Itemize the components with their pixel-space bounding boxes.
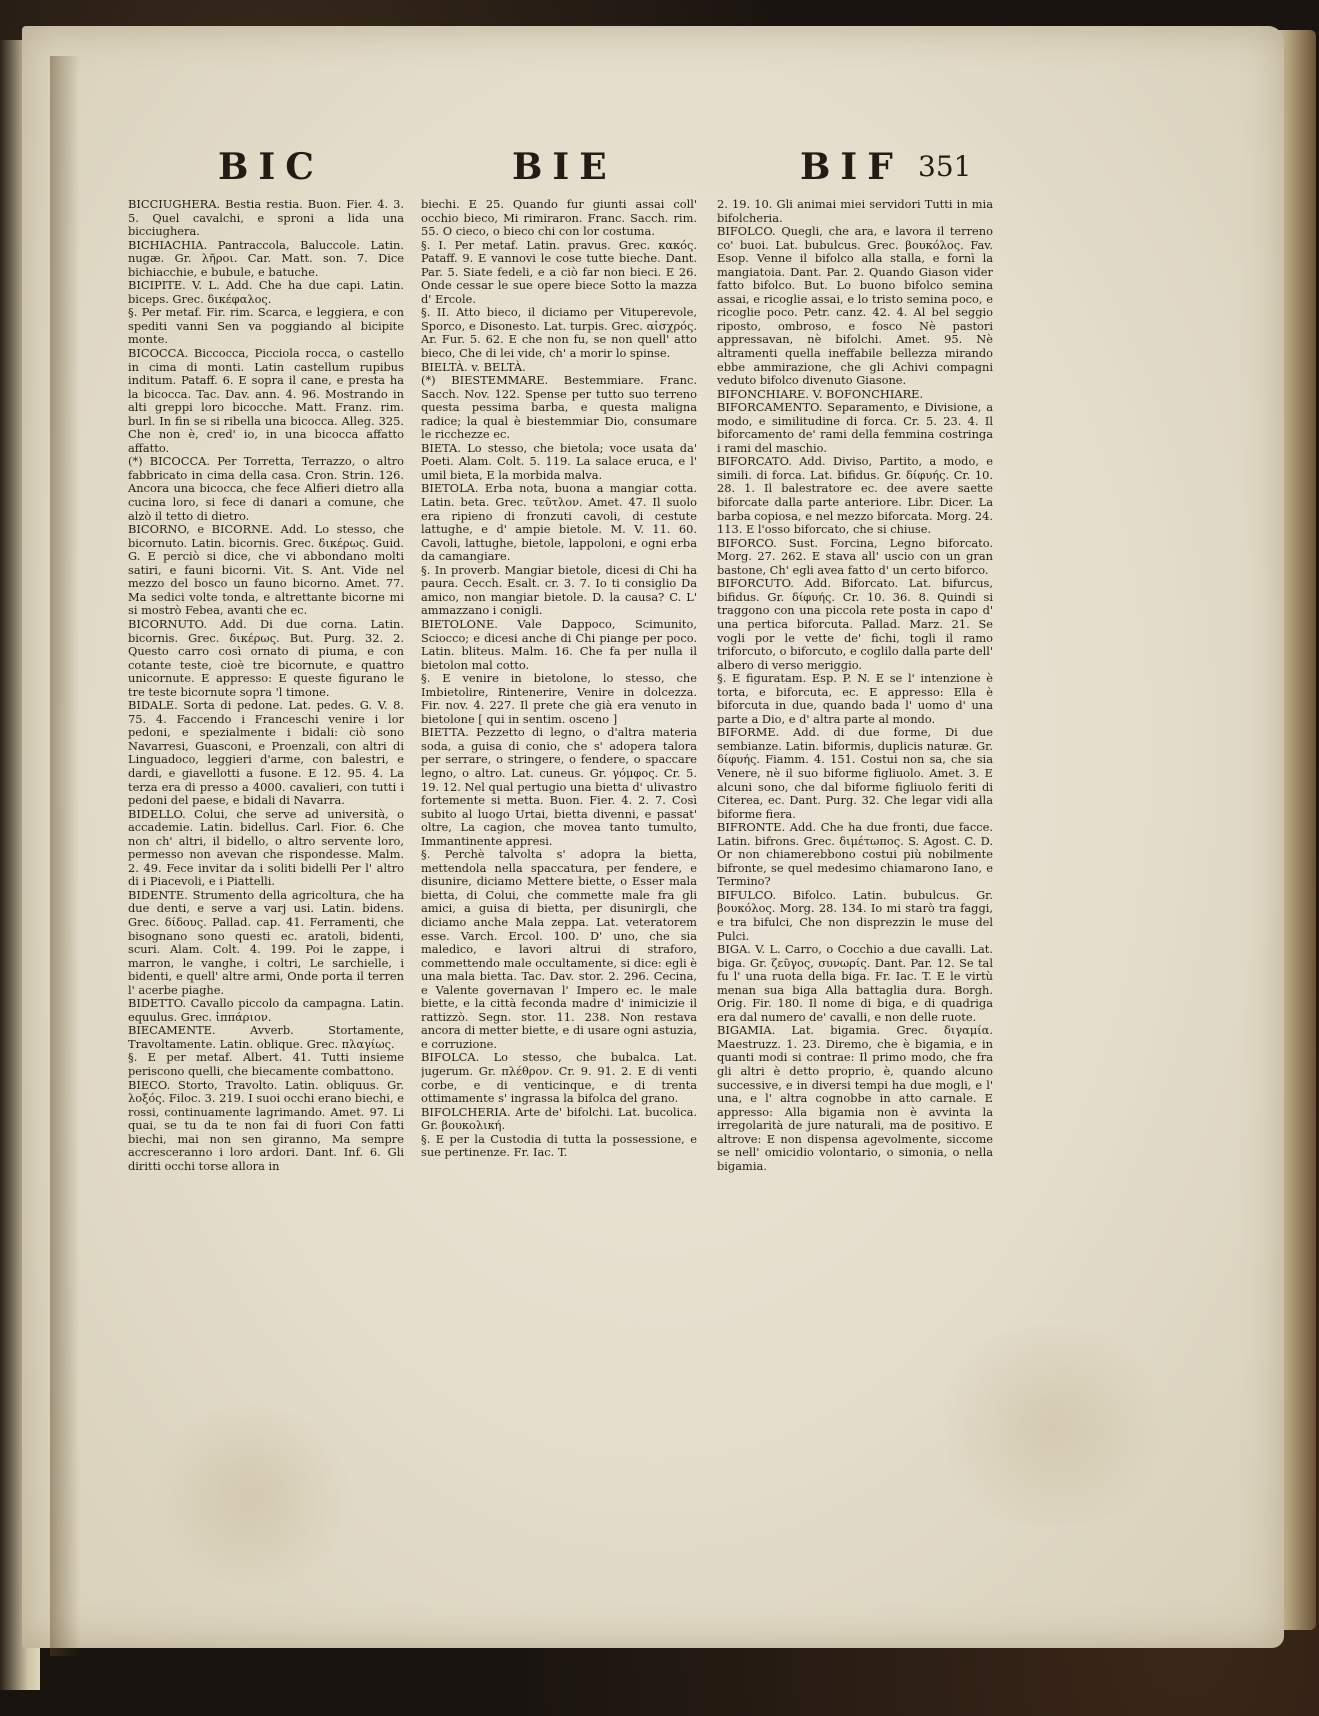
dictionary-entry: BICHIACHIA. Pantraccola, Baluccole. Latin. nugæ. Gr. λῆροι. Car. Matt. son. 7. Dice bichiacchie, e bubule, e batuche. (128, 237, 404, 279)
dictionary-entry: BIDETTO. Cavallo piccolo da campagna. Latin. equulus. Grec. ἱππάριον. (128, 996, 404, 1024)
dictionary-entry: BIGA. V. L. Carro, o Cocchio a due cavalli. Lat. biga. Gr. ζεῦγος, συνωρίς. Dant. Par. 12. Se tal fu l' una ruota della biga. Fr. Iac. T. E le virtù menan sua biga Alla battaglia dura. Borgh. Orig. Fir. 180. Il nome di biga, e di quadriga era dal numero de' cavalli, e non delle ruote. (717, 942, 993, 1024)
dictionary-entry: BIFONCHIARE. V. BOFONCHIARE. (717, 386, 924, 401)
dictionary-entry: BIECAMENTE. Avverb. Stortamente, Travoltamente. Latin. oblique. Grec. πλαγίως. (128, 1023, 404, 1051)
dictionary-entry: §. E venire in bietolone, lo stesso, che Imbietolire, Rintenerire, Venire in dolcezza. Fir. nov. 4. 227. Il prete che già era venuto in bietolone [ qui in sentim. osceno ] (421, 671, 697, 726)
dictionary-entry: BIETTA. Pezzetto di legno, o d'altra materia soda, a guisa di conio, che s' adopera talora per serrare, o stringere, o fendere, o spaccare legno, o altro. Lat. cuneus. Gr. γόμφος. Cr. 5. 19. 12. Nel qual pertugio una bietta d' ulivastro fortemente si metta. Buon. Fier. 4. 2. 7. Così subito al luogo Urtai, bietta divenni, e passat' oltre, La cagion, che movea tanto tumulto, Immantinente appresi. (421, 725, 697, 848)
dictionary-entry: BICORNUTO. Add. Di due corna. Latin. bicornis. Grec. δικέρως. But. Purg. 32. 2. Questo carro così ornato di piuma, e con cotante teste, cioè tre bicornute, e quattro unicornute. E appresso: E queste figurano le tre teste bicornute sopra 'l timone. (128, 616, 404, 699)
dictionary-entry: BIFORME. Add. di due forme, Di due sembianze. Latin. biformis, duplicis naturæ. Gr. δίφυής. Fiamm. 4. 151. Costui non sa, che sia Venere, nè il suo biforme figliuolo. Amet. 3. E alcuni sono, che dal biforme figliuolo feriti di Citerea, ec. Dant. Purg. 32. Che legar vidi alla biforme fiera. (717, 725, 993, 821)
paper-stain (922, 1326, 1182, 1526)
dictionary-entry: BIFORCAMENTO. Separamento, e Divisione, a modo, e similitudine di forca. Cr. 5. 23. 4. Il biforcamento de' rami della femmina costringa i rami del maschio. (717, 400, 993, 455)
dictionary-entry: BICOCCA. Biccocca, Picciola rocca, o castello in cima di monti. Latin castellum rupibus inditum. Pataff. 6. E sopra il cane, e presta ha la bicocca. Tac. Dav. ann. 4. 96. Mostrando in alti greppi loro bicocche. Matt. Franz. rim. burl. In fin se si ribella una bicocca. Alleg. 325. Che non è, cred' io, in una bicocca affatto affatto. (128, 346, 404, 455)
column-right (717, 198, 993, 1353)
column-left (128, 198, 404, 1358)
guide-word-right: BIF (800, 146, 903, 188)
dictionary-entry: §. E per metaf. Albert. 41. Tutti insieme periscono quelli, che biecamente combattono. (128, 1050, 404, 1078)
dictionary-entry: BIETA. Lo stesso, che bietola; voce usata da' Poeti. Alam. Colt. 5. 119. La salace eruca, e l' umil bieta, E la morbida malva. (421, 440, 697, 482)
dictionary-entry: BIFRONTE. Add. Che ha due fronti, due facce. Latin. bifrons. Grec. διμέτωπος. S. Agost. C. D. Or non chiamerebbono costui più nobilmente bifronte, se quel medesimo chiamarono Iano, e Termino? (717, 820, 993, 889)
dictionary-entry: BIDALE. Sorta di pedone. Lat. pedes. G. V. 8. 75. 4. Faccendo i Franceschi venire i lor pedoni, e spezialmente i bidali: ciò sono Navarresi, Guasconi, e Proenzali, con altri di Linguadoco, leggieri d'arme, con balestri, e dardi, e giavellotti a fusone. E 12. 95. 4. La terza era di presso a 4000. cavalieri, con tutti i pedoni del paese, e bidali di Navarra. (128, 698, 404, 808)
dictionary-entry: BIETOLONE. Vale Dappoco, Scimunito, Sciocco; e dicesi anche di Chi piange per poco. Latin. bliteus. Malm. 16. Che fa per nulla il bietolon mal cotto. (421, 616, 697, 672)
dictionary-entry: §. I. Per metaf. Latin. pravus. Grec. κακός. Pataff. 9. E vannovi le cose tutte bieche. Dant. Par. 5. Siate fedeli, e a ciò far non bieci. E 26. Onde cessar le sue opere biece Sotto la mazza d' Ercole. (421, 237, 697, 306)
column-middle (421, 198, 697, 1353)
dictionary-entry: §. II. Atto bieco, il diciamo per Vituperevole, Sporco, e Disonesto. Lat. turpis. Grec. αἰσχρός. Ar. Fur. 5. 62. E che non fu, se non quell' atto bieco, Che di lei vide, ch' a morir lo spinse. (421, 305, 697, 361)
paper-stain (142, 1406, 362, 1586)
dictionary-entry: §. In proverb. Mangiar bietole, dicesi di Chi ha paura. Cecch. Esalt. cr. 3. 7. Io ti consiglio Da amico, non mangiar bietole. D. la causa? C. L' ammazzano i conigli. (421, 562, 697, 618)
dictionary-entry: §. E figuratam. Esp. P. N. E se l' intenzione è torta, e biforcuta, ec. E appresso: Ella è biforcuta in due, quando bada l' uomo d' una parte a Dio, e d' altra parte al mondo. (717, 671, 993, 726)
dictionary-entry: 2. 19. 10. Gli animai miei servidori Tutti in mia bifolcheria. (717, 198, 993, 225)
guide-word-middle: BIE (512, 146, 617, 188)
dictionary-entry: BIFOLCA. Lo stesso, che bubalca. Lat. jugerum. Gr. πλέθρον. Cr. 9. 91. 2. E di venti corbe, e di venticinque, e di trenta ottimamente s' ingrassa la bifolca del grano. (421, 1050, 697, 1106)
dictionary-entry: §. Perchè talvolta s' adopra la bietta, mettendola nella spaccatura, per fendere, e disunire, diciamo Mettere biette, o Esser mala bietta, di Colui, che commette male fra gli amici, a guisa di bietta, per disunirgli, che diciamo anche Mala zeppa. Lat. veteratorem esse. Varch. Ercol. 100. D' uno, che sia maledico, e lavori altrui di straforo, commettendo male occultamente, si dice: egli è una mala bietta. Tac. Dav. stor. 2. 296. Cecina, e Valente governavan l' Impero ec. le male biette, e la città feconda madre d' inimicizie il rattizzò. Segn. stor. 11. 238. Non restava ancora di metter biette, e di usare ogni astuzia, e corruzione. (421, 847, 697, 1051)
dictionary-entry: §. Per metaf. Fir. rim. Scarca, e leggiera, e con spediti vanni Sen va poggiando al bicipite monte. (128, 305, 404, 347)
dictionary-entry: BIFORCO. Sust. Forcina, Legno biforcato. Morg. 27. 262. E stava all' uscio con un gran bastone, Ch' egli avea fatto d' un certo biforco. (717, 535, 993, 577)
dictionary-entry: §. E per la Custodia di tutta la possessione, e sue pertinenze. Fr. Iac. T. (421, 1131, 697, 1160)
dictionary-entry: BIGAMIA. Lat. bigamia. Grec. διγαμία. Maestruzz. 1. 23. Diremo, che è bigamia, e in quanti modi si contrae: Il primo modo, che fra gli altri è detto proprio, è, quando alcuno successive, e in diversi tempi ha due mogli, e l' una, e l' altra cognobbe in atto carnale. E appresso: Alla bigamia non è avvinta la irregolarità de jure naturali, ma de positivo. E altrove: E non dispensa agevolmente, siccome se nell' omicidio volontario, o simonia, o nella bigamia. (717, 1023, 993, 1173)
dictionary-entry: BIELTÀ. v. BELTÀ. (421, 359, 526, 374)
dictionary-entry: (*) BIESTEMMARE. Bestemmiare. Franc. Sacch. Nov. 122. Spense per tutto suo terreno questa pessima barba, e questa maligna radice; la qual è biestemmiar Dio, consumare le ricchezze ec. (421, 373, 697, 442)
dictionary-entry: biechi. E 25. Quando fur giunti assai coll' occhio bieco, Mi rimiraron. Franc. Sacch. rim. 55. O cieco, o bieco chi con lor costuma. (421, 198, 697, 239)
binding-gutter-shadow (50, 56, 80, 1656)
dictionary-entry: BIFOLCHERIA. Arte de' bifolchi. Lat. bucolica. Gr. βουκολική. (421, 1104, 697, 1133)
dictionary-entry: BIFULCO. Bifolco. Latin. bubulcus. Gr. βουκόλος. Morg. 28. 134. Io mi starò tra faggi, e tra bifulci, Che non disprezzin le muse del Pulci. (717, 887, 993, 943)
dictionary-entry: BIDELLO. Colui, che serve ad università, o accademie. Latin. bidellus. Carl. Fior. 6. Che non ch' altri, il bidello, o altro servente loro, permesso non avevan che rispondesse. Malm. 2. 49. Fece invitar da i soliti bidelli Per l' altro di i Piacevoli, e i Piattelli. (128, 806, 404, 889)
dictionary-entry: (*) BICOCCA. Per Torretta, Terrazzo, o altro fabbricato in cima della casa. Cron. Strin. 126. Ancora una bicocca, che fece Alfieri dietro alla cucina loro, si fece di danari a comune, che alzò il tetto di dietro. (128, 454, 404, 523)
dictionary-entry: BIETOLA. Erba nota, buona a mangiar cotta. Latin. beta. Grec. τεῦτλον. Amet. 47. Il suolo era ripieno di fronzuti cavoli, di cestute lattughe, e d' ampie bietole. M. V. 11. 60. Cavoli, lattughe, bietole, lappoloni, e ogni erba da camangiare. (421, 481, 697, 564)
dictionary-entry: BIFORCUTO. Add. Biforcato. Lat. bifurcus, bifidus. Gr. δίφυής. Cr. 10. 36. 8. Quindi si traggono con una piccola rete posta in capo d' una pertica biforcuta. Pallad. Marz. 21. Se vogli por le vette de' fichi, togli il ramo triforcuto, o biforcuto, e coglilo dalla parte dell' albero di verso meriggio. (717, 576, 993, 672)
page-number: 351 (918, 150, 972, 183)
dictionary-entry: BIFOLCO. Quegli, che ara, e lavora il terreno co' buoi. Lat. bubulcus. Grec. βουκόλος. Fav. Esop. Venne il bifolco alla stalla, e fornì la mangiatoia. Dant. Par. 2. Quando Giason vider fatto bifolco. But. Lo buono bifolco semina assai, e ricoglie assai, e lo tristo semina poco, e ricoglie poco. Petr. canz. 42. 4. Al bel seggio riposto, ombroso, e fosco Nè pastori appressavan, nè bifolchi. Amet. 95. Nè altramenti quella ineffabile bellezza mirando ebbe ammirazione, che gli Achivi compagni veduto bifolco divenuto Giasone. (717, 224, 993, 388)
guide-word-left: BIC (218, 146, 324, 188)
dictionary-entry: BIDENTE. Strumento della agricoltura, che ha due denti, e serve a varj usi. Latin. bidens. Grec. δίδους. Pallad. cap. 41. Ferramenti, che bisognano sono questi ec. aratoli, bidenti, scuri. Alam. Colt. 4. 199. Poi le zappe, i marron, le vanghe, i coltri, Le sarchielle, i bidenti, e quell' altre armi, Onde porta il terren l' acerbe piaghe. (128, 887, 404, 997)
dictionary-entry: BICORNO, e BICORNE. Add. Lo stesso, che bicornuto. Latin. bicornis. Grec. δικέρως. Guid. G. E perciò si dice, che vi abbondano molti satiri, e fauni bicorni. Vit. S. Ant. Vide nel mezzo del bosco un fauno bicorno. Amet. 77. Ma sedici volte tonda, e altrettante bicorne mi si mostrò Febea, avanti che ec. (128, 522, 404, 618)
dictionary-entry: BICCIUGHERA. Bestia restia. Buon. Fier. 4. 3. 5. Quel cavalchi, e sproni a lida una bicciughera. (128, 198, 404, 239)
dictionary-entry: BIECO. Storto, Travolto. Latin. obliquus. Gr. λοξός. Filoc. 3. 219. I suoi occhi erano biechi, e rossi, continuamente lagrimando. Amet. 97. Li quai, se tu da te non fai di fuori Con fatti biechi, mai non sen giranno, Ma sempre accresceranno i loro ardori. Dant. Inf. 6. Gli diritti occhi torse allora in (128, 1077, 404, 1173)
dictionary-entry: BICIPITE. V. L. Add. Che ha due capi. Latin. biceps. Grec. δικέφαλος. (128, 278, 404, 306)
dictionary-entry: BIFORCATO. Add. Diviso, Partito, a modo, e simili. di forca. Lat. bifidus. Gr. δίφυής. Cr. 10. 28. 1. Il balestratore ec. dee avere saette biforcate dalla parte anteriore. Libr. Dicer. La barba copiosa, e nel mezzo biforcata. Morg. 24. 113. E l'osso biforcato, che si chiuse. (717, 454, 993, 537)
